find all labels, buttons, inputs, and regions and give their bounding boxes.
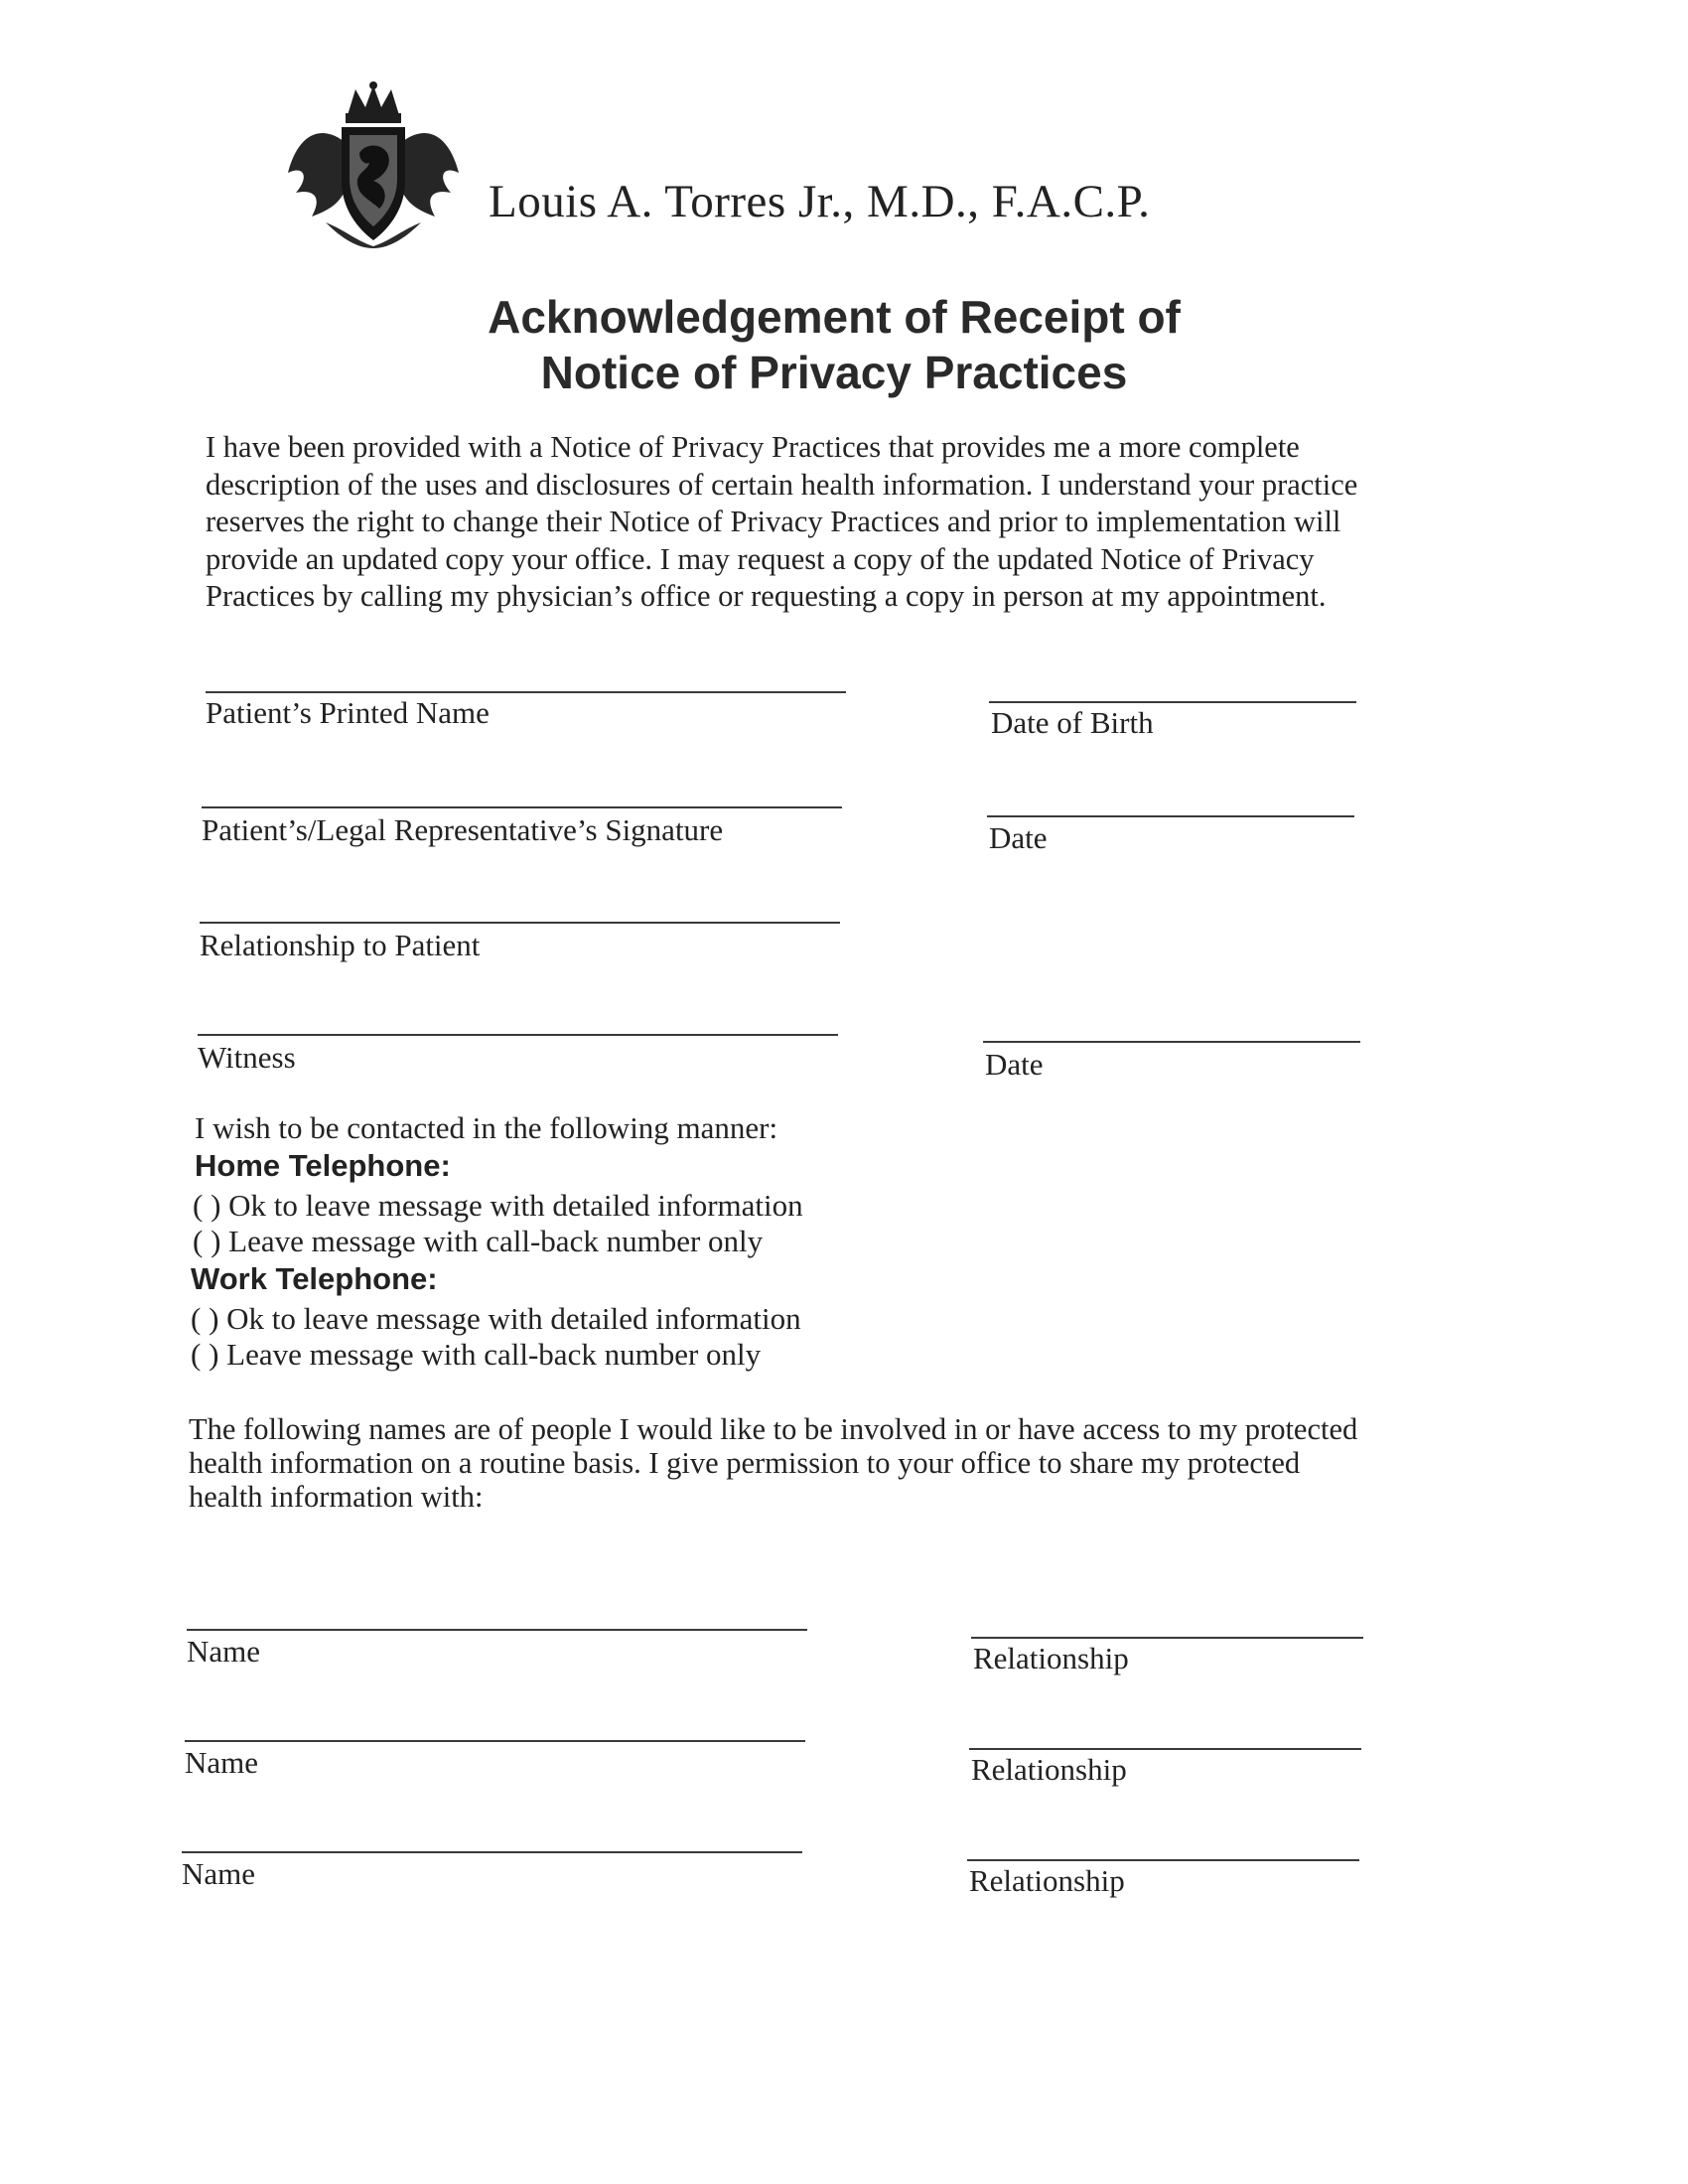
witness-label: Witness bbox=[198, 1040, 296, 1075]
intro-line: I have been provided with a Notice of Privacy Practices that provides me a more complete bbox=[206, 430, 1300, 464]
home-option-detailed[interactable]: ( ) Ok to leave message with detailed information bbox=[193, 1188, 803, 1223]
relationship-label-1: Relationship bbox=[973, 1641, 1129, 1675]
relationship-line-3[interactable] bbox=[967, 1859, 1359, 1861]
contact-intro: I wish to be contacted in the following manner: bbox=[195, 1110, 778, 1145]
name-line-3[interactable] bbox=[182, 1851, 802, 1853]
work-option-callback[interactable]: ( ) Leave message with call-back number only bbox=[191, 1337, 762, 1372]
signature-label: Patient’s/Legal Representative’s Signature bbox=[202, 812, 724, 847]
relationship-to-patient-line[interactable] bbox=[200, 922, 840, 924]
intro-line: description of the uses and disclosures of certain health information. I understand your practice bbox=[206, 467, 1358, 502]
relationship-to-patient-label: Relationship to Patient bbox=[200, 928, 481, 962]
date-line-2[interactable] bbox=[983, 1041, 1360, 1043]
name-label-2: Name bbox=[185, 1745, 259, 1780]
relationship-label-3: Relationship bbox=[969, 1863, 1125, 1898]
home-option-callback[interactable]: ( ) Leave message with call-back number only bbox=[193, 1224, 764, 1258]
doctor-name: Louis A. Torres Jr., M.D., F.A.C.P. bbox=[489, 176, 1151, 227]
name-line-1[interactable] bbox=[187, 1629, 807, 1631]
document-title-line1: Acknowledgement of Receipt of bbox=[488, 291, 1181, 343]
relationship-label-2: Relationship bbox=[971, 1752, 1127, 1787]
date-of-birth-line[interactable] bbox=[989, 701, 1356, 703]
sharing-line: health information on a routine basis. I give permission to your office to share my protected bbox=[189, 1446, 1301, 1480]
home-telephone-heading: Home Telephone: bbox=[195, 1148, 451, 1183]
intro-line: Practices by calling my physician’s office or requesting a copy in person at my appointment. bbox=[206, 579, 1327, 613]
sharing-paragraph bbox=[189, 1412, 1479, 1514]
date-of-birth-label: Date of Birth bbox=[991, 705, 1154, 740]
name-label-1: Name bbox=[187, 1634, 261, 1669]
date-label-2: Date bbox=[985, 1047, 1044, 1082]
sharing-line: The following names are of people I would like to be involved in or have access to my protected bbox=[189, 1412, 1358, 1446]
work-telephone-heading: Work Telephone: bbox=[191, 1261, 438, 1296]
printed-name-label: Patient’s Printed Name bbox=[206, 695, 490, 730]
relationship-line-2[interactable] bbox=[969, 1748, 1361, 1750]
intro-line: provide an updated copy your office. I may request a copy of the updated Notice of Privacy bbox=[206, 541, 1315, 576]
sharing-line: health information with: bbox=[189, 1480, 484, 1514]
crest-logo bbox=[286, 81, 461, 248]
relationship-line-1[interactable] bbox=[971, 1637, 1363, 1639]
printed-name-line[interactable] bbox=[206, 691, 846, 693]
intro-line: reserves the right to change their Notice of Privacy Practices and prior to implementation will bbox=[206, 505, 1341, 538]
witness-line[interactable] bbox=[198, 1034, 838, 1036]
signature-line[interactable] bbox=[202, 806, 842, 808]
name-label-3: Name bbox=[182, 1856, 256, 1891]
date-line-1[interactable] bbox=[987, 815, 1354, 817]
work-option-detailed[interactable]: ( ) Ok to leave message with detailed information bbox=[191, 1301, 801, 1336]
document-title-line2: Notice of Privacy Practices bbox=[540, 347, 1128, 398]
intro-paragraph bbox=[206, 429, 1477, 616]
name-line-2[interactable] bbox=[185, 1740, 805, 1742]
date-label-1: Date bbox=[989, 820, 1048, 855]
